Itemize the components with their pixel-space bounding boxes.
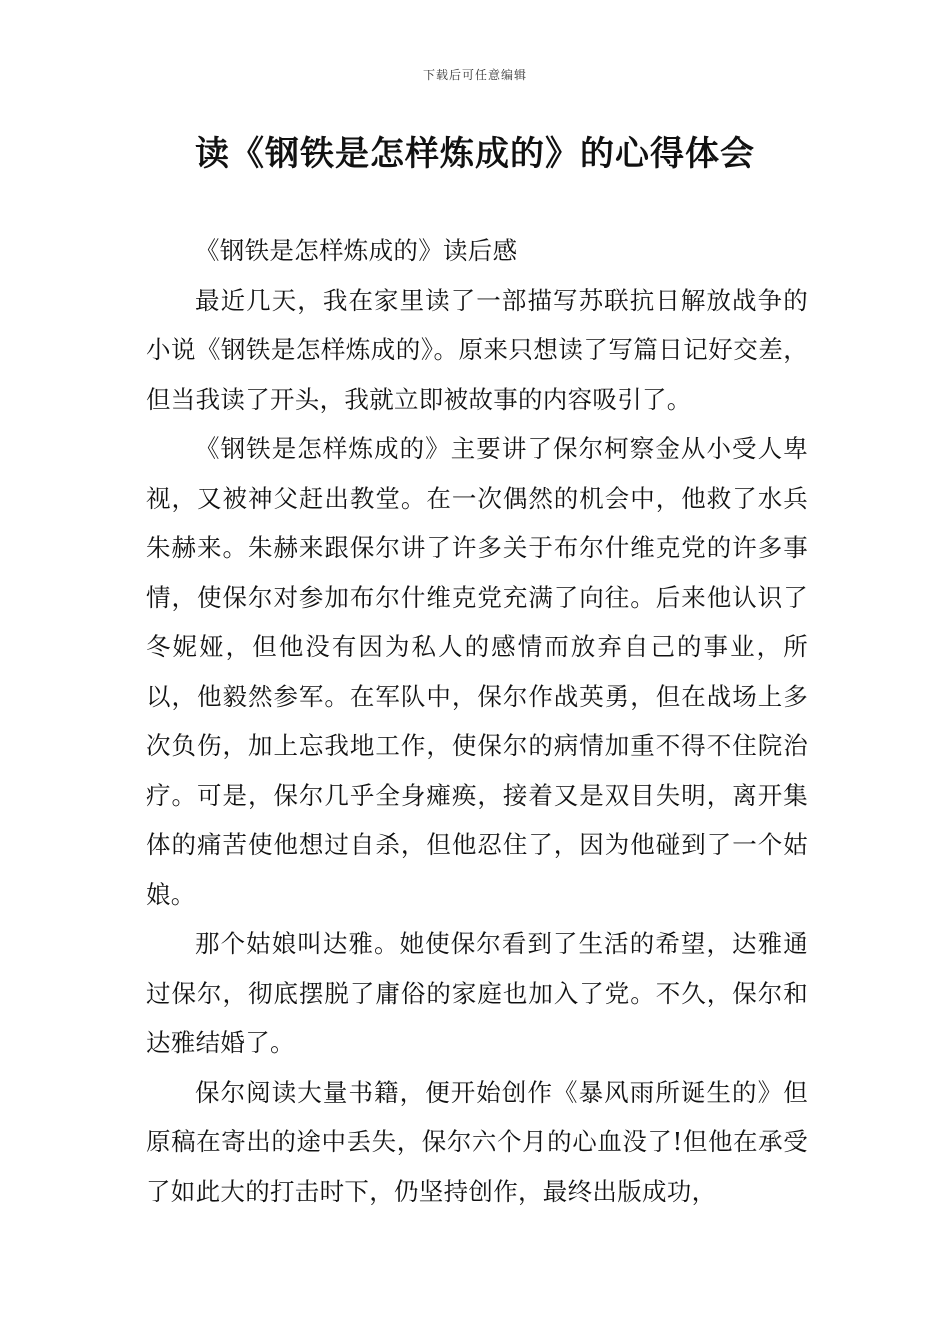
paragraph: 最近几天，我在家里读了一部描写苏联抗日解放战争的小说《钢铁是怎样炼成的》。原来只想读了写篇日记好交差，但当我读了开头，我就立即被故事的内容吸引了。 [146,285,808,414]
header-note: 下载后可任意编辑 [422,68,527,82]
paragraph: 那个姑娘叫达雅。她使保尔看到了生活的希望，达雅通过保尔，彻底摆脱了庸俗的家庭也加入了党。不久，保尔和达雅结婚了。 [146,929,808,1057]
paragraph: 《钢铁是怎样炼成的》读后感 [195,236,518,265]
document-title: 读《钢铁是怎样炼成的》的心得体会 [195,134,755,174]
paragraph: 《钢铁是怎样炼成的》主要讲了保尔柯察金从小受人卑视，又被神父赶出教堂。在一次偶然的机会中，他救了水兵朱赫来。朱赫来跟保尔讲了许多关于布尔什维克党的许多事情，使保尔对参加布尔什维克党充满了向往。后来他认识了冬妮娅，但他没有因为私人的感情而放弃自己的事业，所以，他毅然参军。在军队中，保尔作战英勇，但在战场上多次负伤，加上忘我地工作，使保尔的病情加重不得不住院治疗。可是，保尔几乎全身瘫痪，接着又是双目失明，离开集体的痛苦使他想过自杀，但他忍住了，因为他碰到了一个姑娘。 [146,434,808,909]
paragraph: 保尔阅读大量书籍，便开始创作《暴风雨所诞生的》但原稿在寄出的途中丢失，保尔六个月的心血没了!但他在承受了如此大的打击时下，仍坚持创作，最终出版成功， [146,1077,808,1206]
document-body [146,226,808,1216]
